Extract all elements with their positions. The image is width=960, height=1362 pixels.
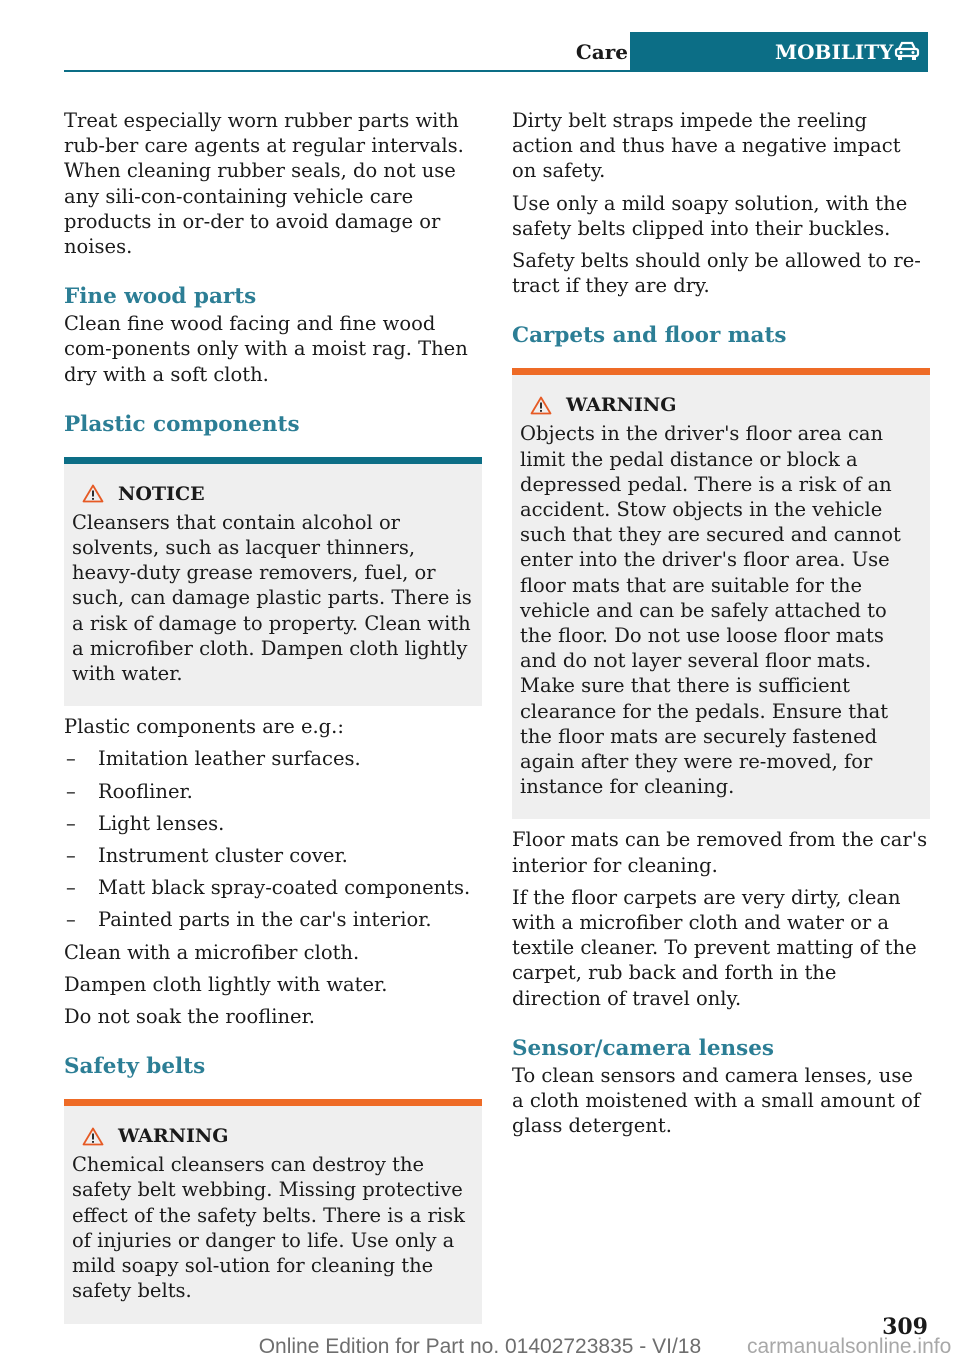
page-header — [64, 32, 928, 72]
dash-bullet: – — [66, 844, 76, 868]
warning-title: WARNING — [566, 394, 677, 417]
header-rule — [64, 70, 928, 72]
sensor-heading: Sensor/camera lenses — [512, 1035, 775, 1061]
dash-bullet: – — [66, 747, 76, 771]
notice-title: NOTICE — [118, 482, 205, 505]
section-title: Care — [575, 40, 628, 64]
warning-triangle-icon — [82, 1127, 104, 1146]
notice-box — [64, 457, 482, 706]
dash-bullet: – — [66, 811, 76, 835]
mats-paragraph-2: If the floor carpets are very dirty, clean with a microfiber cloth and water or a textile cleaner. To prevent matting of the carpet, rub back and forth in the direction of travel only. — [512, 885, 917, 1010]
belt-paragraph-3: Safety belts should only be allowed to re-tract if they are dry. — [512, 249, 921, 298]
car-icon — [894, 40, 920, 62]
clean-paragraph: Clean with a microfiber cloth. — [64, 940, 360, 964]
warning-triangle-icon — [530, 396, 552, 415]
rubber-paragraph: Treat especially worn rubber parts with rub-ber care agents at regular intervals. When cleaning rubber seals, do not use any sili-con-containing vehicle care products in or-der to avoid damage or noises. — [64, 109, 464, 259]
chapter-tab — [630, 32, 928, 70]
page-number: 309 — [882, 1314, 928, 1340]
dash-bullet: – — [66, 876, 76, 900]
list-item — [64, 746, 482, 771]
list-item-text: Painted parts in the car's interior. — [98, 908, 432, 932]
right-column — [512, 108, 930, 1139]
list-item-text: Matt black spray-coated components. — [98, 876, 471, 900]
list-item — [64, 875, 482, 900]
list-item-text: Light lenses. — [98, 811, 225, 835]
warning-text: Chemical cleansers can destroy the safety belt webbing. Missing protective effect of the safety belts. There is a risk of injuries or danger to life. Use only a mild soapy sol-ution for cleaning the safety belts. — [72, 1153, 465, 1303]
chapter-title: MOBILITY — [775, 40, 894, 64]
safety-belts-heading: Safety belts — [64, 1054, 206, 1080]
list-item — [64, 779, 482, 804]
sensor-paragraph: To clean sensors and camera lenses, use a cloth moistened with a small amount of glass detergent. — [512, 1063, 921, 1138]
dash-bullet: – — [66, 779, 76, 803]
fine-wood-heading: Fine wood parts — [64, 284, 257, 310]
plastic-heading: Plastic components — [64, 411, 300, 437]
warning-triangle-icon — [82, 484, 104, 503]
plastic-intro: Plastic components are e.g.: — [64, 715, 344, 739]
list-item-text: Instrument cluster cover. — [98, 844, 348, 868]
fine-wood-paragraph: Clean fine wood facing and fine wood com-ponents only with a moist rag. Then dry with a soft cloth. — [64, 312, 468, 386]
left-column — [64, 108, 482, 1324]
edition-text: Online Edition for Part no. 01402723835 - VI/18 — [258, 1335, 702, 1358]
warning-text: Objects in the driver's floor area can limit the pedal distance or block a depressed pedal. There is a risk of an accident. Stow objects in the vehicle such that they are secured and cannot enter into the driver's floor area. Use floor mats that are suitable for the vehicle and can be safely attached to the floor. Do not use loose floor mats and do not layer several floor mats. Make sure that there is sufficient clearance for the pedals. Ensure that the floor mats are securely fastened again after they were re-moved, for instance for cleaning. — [520, 422, 901, 799]
belt-paragraph-1: Dirty belt straps impede the reeling action and thus have a negative impact on safety. — [512, 109, 901, 183]
warning-box — [64, 1099, 482, 1323]
list-item-text: Roofliner. — [98, 779, 193, 803]
mats-paragraph-1: Floor mats can be removed from the car's interior for cleaning. — [512, 828, 928, 877]
watermark-text: carmanualsonline.info — [747, 1335, 952, 1358]
list-item — [64, 907, 482, 932]
list-item — [64, 811, 482, 836]
notice-text: Cleansers that contain alcohol or solvents, such as lacquer thinners, heavy-duty grease removers, fuel, or such, can damage plastic parts. There is a risk of damage to property. Clean with a microfiber cloth. Dampen cloth lightly with water. — [72, 510, 472, 686]
list-item — [64, 843, 482, 868]
plastic-list — [64, 746, 482, 932]
belt-paragraph-2: Use only a mild soapy solution, with the safety belts clipped into their buckles. — [512, 191, 908, 240]
dash-bullet: – — [66, 908, 76, 932]
dampen-paragraph: Dampen cloth lightly with water. — [64, 972, 388, 996]
warning-title: WARNING — [118, 1125, 229, 1148]
warning-box — [512, 368, 930, 819]
footer-line — [0, 1335, 960, 1359]
list-item-text: Imitation leather surfaces. — [98, 747, 361, 771]
roofliner-paragraph: Do not soak the roofliner. — [64, 1005, 315, 1029]
carpets-heading: Carpets and floor mats — [512, 323, 787, 349]
